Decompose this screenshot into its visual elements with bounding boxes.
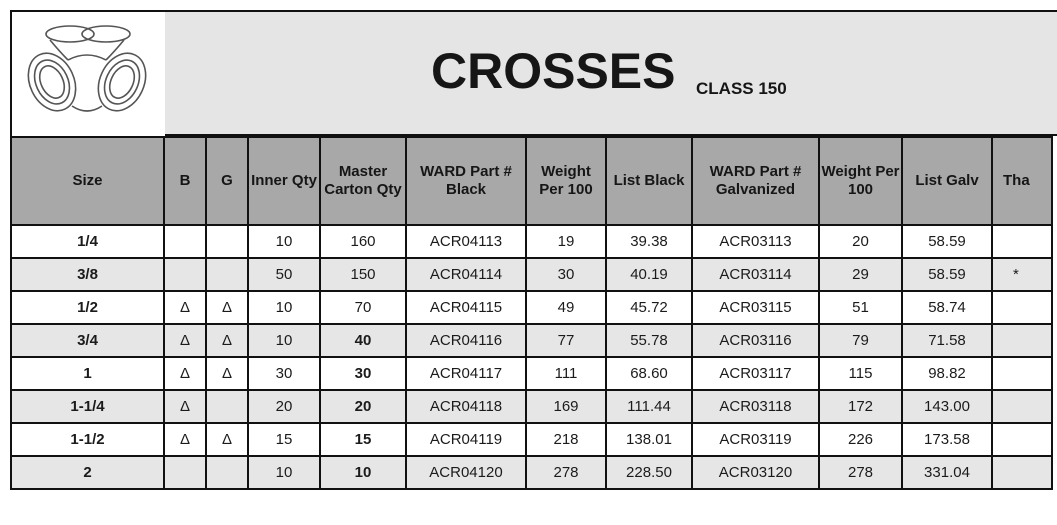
column-header-list-galv: List Galv [902,137,992,225]
cell-part-black: ACR04119 [406,423,526,456]
cell-part-black: ACR04117 [406,357,526,390]
table-body [11,225,1052,489]
cell-inner-qty: 30 [248,357,320,390]
column-header-master-carton-qty: Master Carton Qty [320,137,406,225]
column-header-g: G [206,137,248,225]
cell-master-carton-qty: 30 [320,357,406,390]
cell-tha: * [992,258,1052,291]
column-header-list-black: List Black [606,137,692,225]
cell-part-black: ACR04120 [406,456,526,489]
cell-g: Δ [206,423,248,456]
table-row [11,225,1052,258]
cell-inner-qty: 50 [248,258,320,291]
cell-part-black: ACR04113 [406,225,526,258]
cell-weight-black: 30 [526,258,606,291]
cell-weight-galv: 226 [819,423,902,456]
cell-list-galv: 58.59 [902,225,992,258]
cell-list-galv: 58.74 [902,291,992,324]
cell-tha [992,291,1052,324]
cell-master-carton-qty: 20 [320,390,406,423]
cell-list-black: 45.72 [606,291,692,324]
cell-part-galvanized: ACR03113 [692,225,819,258]
column-header-size: Size [11,137,164,225]
cell-b: Δ [164,291,206,324]
cell-weight-galv: 20 [819,225,902,258]
cell-g [206,390,248,423]
cell-size: 1/4 [11,225,164,258]
column-header-part-galvanized: WARD Part # Galvanized [692,137,819,225]
column-header-tha: Tha [992,137,1052,225]
page-title: CROSSES [431,43,676,99]
cell-size: 1-1/4 [11,390,164,423]
cell-g [206,258,248,291]
cell-part-galvanized: ACR03119 [692,423,819,456]
cell-weight-galv: 29 [819,258,902,291]
cell-list-galv: 143.00 [902,390,992,423]
cell-b [164,225,206,258]
cell-g: Δ [206,357,248,390]
cell-b: Δ [164,324,206,357]
cell-size: 3/8 [11,258,164,291]
cell-list-galv: 58.59 [902,258,992,291]
cell-list-black: 68.60 [606,357,692,390]
cell-list-black: 228.50 [606,456,692,489]
cell-size: 1 [11,357,164,390]
table-row [11,456,1052,489]
table-header-row [11,137,1052,225]
cell-size: 1/2 [11,291,164,324]
table-row [11,324,1052,357]
cell-list-galv: 71.58 [902,324,992,357]
cell-weight-black: 278 [526,456,606,489]
cell-inner-qty: 10 [248,456,320,489]
cell-weight-black: 169 [526,390,606,423]
cell-list-galv: 173.58 [902,423,992,456]
cell-list-black: 55.78 [606,324,692,357]
cell-weight-black: 49 [526,291,606,324]
cell-inner-qty: 10 [248,324,320,357]
cell-part-black: ACR04114 [406,258,526,291]
cell-list-black: 111.44 [606,390,692,423]
pipe-cross-fitting-icon [20,20,154,126]
cell-b [164,456,206,489]
title-band [165,10,1057,136]
cell-master-carton-qty: 10 [320,456,406,489]
table-row [11,291,1052,324]
table-row [11,423,1052,456]
cell-tha [992,390,1052,423]
cell-part-galvanized: ACR03116 [692,324,819,357]
cell-tha [992,357,1052,390]
column-header-weight-black: Weight Per 100 [526,137,606,225]
cell-g: Δ [206,324,248,357]
cell-list-galv: 98.82 [902,357,992,390]
cell-weight-galv: 51 [819,291,902,324]
cell-part-black: ACR04116 [406,324,526,357]
cell-inner-qty: 20 [248,390,320,423]
cell-tha [992,456,1052,489]
cell-master-carton-qty: 15 [320,423,406,456]
cell-weight-black: 19 [526,225,606,258]
cell-master-carton-qty: 40 [320,324,406,357]
cell-master-carton-qty: 150 [320,258,406,291]
cell-b: Δ [164,423,206,456]
cell-weight-galv: 115 [819,357,902,390]
table-row [11,390,1052,423]
cell-inner-qty: 15 [248,423,320,456]
cell-b: Δ [164,357,206,390]
cell-weight-black: 77 [526,324,606,357]
cell-size: 1-1/2 [11,423,164,456]
cell-part-black: ACR04118 [406,390,526,423]
cell-part-galvanized: ACR03117 [692,357,819,390]
cell-list-black: 138.01 [606,423,692,456]
cell-weight-galv: 278 [819,456,902,489]
cell-size: 3/4 [11,324,164,357]
cell-b: Δ [164,390,206,423]
catalog-header [10,10,1057,136]
cell-tha [992,225,1052,258]
cell-part-galvanized: ACR03114 [692,258,819,291]
cell-g: Δ [206,291,248,324]
cell-part-black: ACR04115 [406,291,526,324]
column-header-part-black: WARD Part # Black [406,137,526,225]
column-header-weight-galv: Weight Per 100 [819,137,902,225]
cell-part-galvanized: ACR03115 [692,291,819,324]
cell-g [206,225,248,258]
cell-master-carton-qty: 70 [320,291,406,324]
cell-weight-galv: 79 [819,324,902,357]
product-image-box [10,10,167,138]
cell-part-galvanized: ACR03120 [692,456,819,489]
cell-inner-qty: 10 [248,291,320,324]
cell-list-galv: 331.04 [902,456,992,489]
cell-weight-black: 111 [526,357,606,390]
cell-tha [992,324,1052,357]
cell-b [164,258,206,291]
column-header-inner-qty: Inner Qty [248,137,320,225]
cell-size: 2 [11,456,164,489]
cell-list-black: 40.19 [606,258,692,291]
cell-master-carton-qty: 160 [320,225,406,258]
cell-weight-black: 218 [526,423,606,456]
cell-tha [992,423,1052,456]
table-row [11,357,1052,390]
page-subtitle: CLASS 150 [696,79,787,98]
cell-inner-qty: 10 [248,225,320,258]
cell-weight-galv: 172 [819,390,902,423]
cell-g [206,456,248,489]
table-row [11,258,1052,291]
cell-part-galvanized: ACR03118 [692,390,819,423]
product-table [10,136,1053,490]
cell-list-black: 39.38 [606,225,692,258]
column-header-b: B [164,137,206,225]
